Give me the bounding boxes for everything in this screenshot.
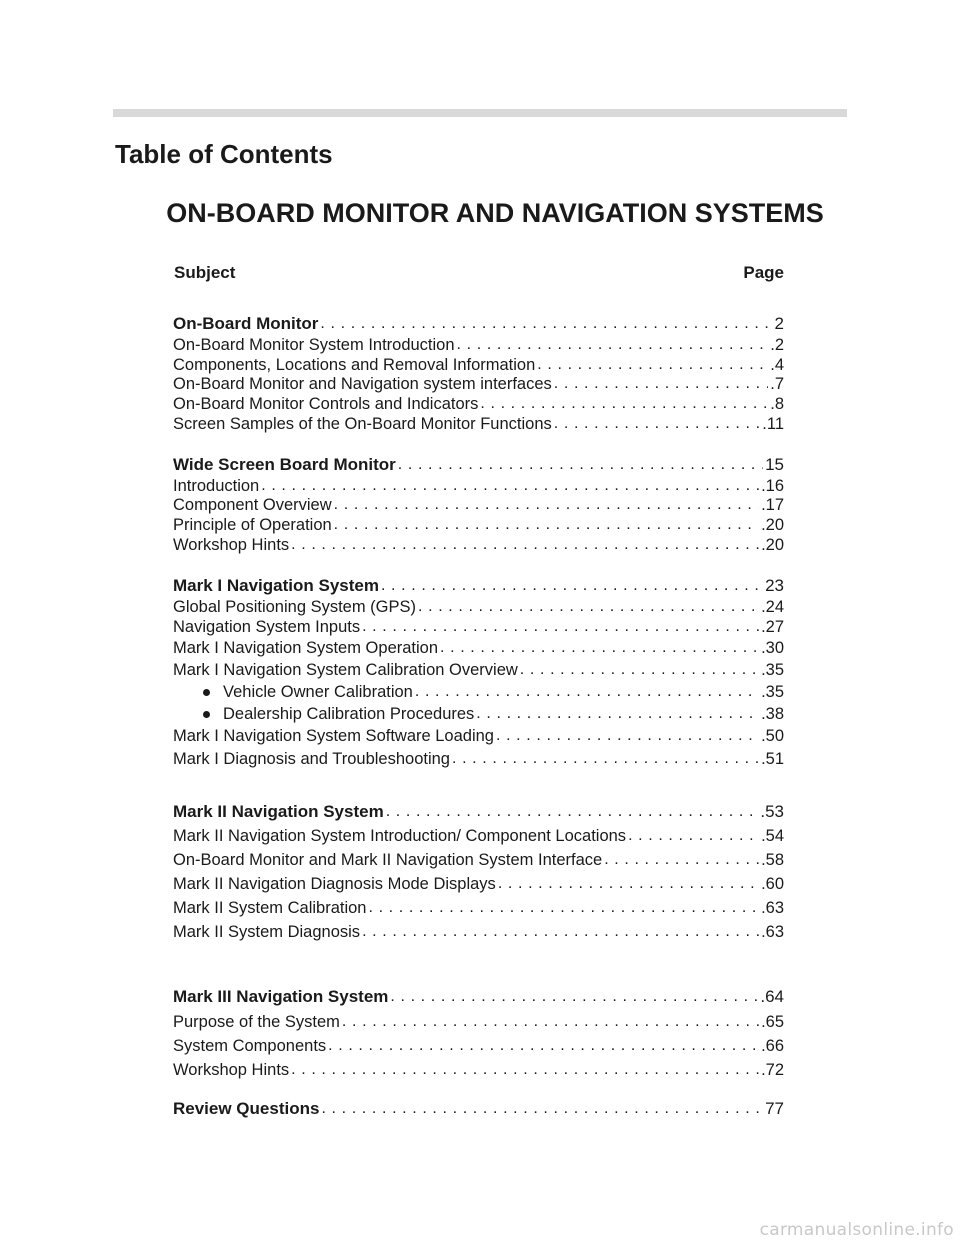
dot-leader bbox=[386, 802, 759, 822]
toc-item-row bbox=[173, 636, 784, 658]
toc-entry-page: .20 bbox=[761, 536, 784, 554]
toc-entry-page: .16 bbox=[761, 477, 784, 495]
dot-leader bbox=[452, 749, 759, 769]
dot-leader bbox=[498, 874, 759, 894]
toc-section-row bbox=[173, 800, 784, 822]
toc-entry-page: .66 bbox=[761, 1037, 784, 1055]
toc-entry-page: .20 bbox=[761, 516, 784, 534]
toc-item-row bbox=[173, 513, 784, 535]
dot-leader bbox=[480, 394, 768, 414]
dot-leader bbox=[390, 987, 758, 1007]
toc-item-row bbox=[173, 724, 784, 746]
toc-entry-title: Workshop Hints bbox=[173, 536, 290, 554]
toc-entry-title: Review Questions bbox=[173, 1099, 320, 1118]
dot-leader bbox=[362, 922, 759, 942]
toc-bullet-row bbox=[173, 702, 784, 724]
subject-column-header: Subject bbox=[174, 263, 236, 282]
toc-entry-page: .27 bbox=[761, 618, 784, 636]
toc-entry-title: Mark II System Diagnosis bbox=[173, 923, 361, 941]
toc-entry-page: 15 bbox=[765, 455, 784, 474]
toc-entry-title: Mark II Navigation Diagnosis Mode Displays bbox=[173, 875, 496, 893]
dot-leader bbox=[554, 374, 768, 394]
toc-entry-title: Vehicle Owner Calibration bbox=[223, 683, 413, 701]
toc-entry-title: Mark I Navigation System Software Loading bbox=[173, 727, 494, 745]
dot-leader bbox=[398, 455, 763, 475]
toc-entry-title: Mark II System Calibration bbox=[173, 899, 367, 917]
bullet-icon bbox=[203, 689, 210, 696]
dot-leader bbox=[628, 826, 759, 846]
toc-entry-page: .63 bbox=[761, 923, 784, 941]
toc-entry-title: Wide Screen Board Monitor bbox=[173, 455, 396, 474]
dot-leader bbox=[554, 414, 761, 434]
dot-leader bbox=[415, 682, 759, 702]
watermark-text: carmanualsonline.info bbox=[759, 1220, 954, 1240]
dot-leader bbox=[368, 898, 759, 918]
toc-entry-page: .8 bbox=[770, 395, 784, 413]
page-column-header: Page bbox=[743, 263, 784, 282]
dot-leader bbox=[457, 335, 769, 355]
dot-leader bbox=[321, 1099, 763, 1119]
toc-entry-title: On-Board Monitor bbox=[173, 314, 319, 333]
toc-entry-title: Navigation System Inputs bbox=[173, 618, 361, 636]
toc-entry-page: 2 bbox=[774, 314, 784, 333]
toc-entry-page: .2 bbox=[770, 336, 784, 354]
toc-entry-page: .11 bbox=[762, 415, 784, 433]
toc-entry-page: 77 bbox=[765, 1099, 784, 1118]
toc-entry-title: On-Board Monitor and Navigation system interfaces bbox=[173, 375, 552, 393]
dot-leader bbox=[476, 704, 759, 724]
toc-entry-title: Dealership Calibration Procedures bbox=[223, 705, 475, 723]
toc-entry-title: Mark I Navigation System Operation bbox=[173, 639, 439, 657]
bullet-icon bbox=[203, 711, 210, 718]
dot-leader bbox=[291, 535, 759, 555]
toc-entry-title: Mark I Navigation System Calibration Overview bbox=[173, 661, 518, 679]
toc-item-row bbox=[173, 533, 784, 555]
toc-entry-page: .58 bbox=[761, 851, 784, 869]
toc-entry-title: Mark I Navigation System bbox=[173, 576, 379, 595]
toc-section-row bbox=[173, 453, 784, 475]
toc-item-row bbox=[173, 412, 784, 434]
toc-entry-page: 23 bbox=[765, 576, 784, 595]
toc-item-row bbox=[173, 872, 784, 894]
toc-entry-title: Components, Locations and Removal Information bbox=[173, 356, 536, 374]
toc-item-row bbox=[173, 595, 784, 617]
document-title: ON-BOARD MONITOR AND NAVIGATION SYSTEMS bbox=[166, 198, 824, 228]
toc-entry-page: .53 bbox=[760, 802, 784, 821]
toc-entry-title: On-Board Monitor System Introduction bbox=[173, 336, 455, 354]
dot-leader bbox=[381, 576, 763, 596]
toc-entry-page: .72 bbox=[761, 1061, 784, 1079]
toc-entry-title: Mark III Navigation System bbox=[173, 987, 389, 1006]
dot-leader bbox=[334, 515, 759, 535]
toc-entry-page: .63 bbox=[761, 899, 784, 917]
dot-leader bbox=[520, 660, 759, 680]
toc-entry-page: .35 bbox=[761, 661, 784, 679]
dot-leader bbox=[334, 495, 759, 515]
toc-entry-page: .51 bbox=[761, 750, 784, 768]
dot-leader bbox=[604, 850, 759, 870]
toc-entry-title: Introduction bbox=[173, 477, 260, 495]
toc-entry-title: Purpose of the System bbox=[173, 1013, 340, 1031]
toc-entry-title: Mark II Navigation System Introduction/ Component Locations bbox=[173, 827, 627, 845]
toc-entry-page: .7 bbox=[770, 375, 784, 393]
toc-item-row bbox=[173, 615, 784, 637]
toc-entry-title: Component Overview bbox=[173, 496, 332, 514]
top-divider-bar bbox=[113, 109, 847, 117]
toc-item-row bbox=[173, 747, 784, 769]
dot-leader bbox=[291, 1060, 759, 1080]
toc-item-row bbox=[173, 1010, 784, 1032]
dot-leader bbox=[496, 726, 759, 746]
toc-entry-page: .35 bbox=[761, 683, 784, 701]
toc-item-row bbox=[173, 333, 784, 355]
toc-entry-page: .50 bbox=[761, 727, 784, 745]
toc-entry-title: Workshop Hints bbox=[173, 1061, 290, 1079]
toc-entry-title: On-Board Monitor Controls and Indicators bbox=[173, 395, 479, 413]
toc-item-row bbox=[173, 658, 784, 680]
toc-entry-title: Mark II Navigation System bbox=[173, 802, 384, 821]
toc-item-row bbox=[173, 392, 784, 414]
toc-item-row bbox=[173, 824, 784, 846]
toc-bullet-row bbox=[173, 680, 784, 702]
toc-entry-page: .60 bbox=[761, 875, 784, 893]
toc-section-row bbox=[173, 312, 784, 334]
toc-entry-title: Principle of Operation bbox=[173, 516, 332, 534]
dot-leader bbox=[342, 1012, 759, 1032]
toc-item-row bbox=[173, 1034, 784, 1056]
dot-leader bbox=[440, 638, 759, 658]
toc-entry-page: .54 bbox=[761, 827, 784, 845]
toc-entry-page: .64 bbox=[760, 987, 784, 1006]
toc-entry-page: .4 bbox=[770, 356, 784, 374]
toc-item-row bbox=[173, 920, 784, 942]
toc-item-row bbox=[173, 1058, 784, 1080]
toc-item-row bbox=[173, 493, 784, 515]
toc-entry-page: .30 bbox=[761, 639, 784, 657]
dot-leader bbox=[418, 597, 759, 617]
dot-leader bbox=[320, 314, 772, 334]
toc-item-row bbox=[173, 848, 784, 870]
dot-leader bbox=[362, 617, 759, 637]
toc-entry-page: .38 bbox=[761, 705, 784, 723]
toc-section-row bbox=[173, 1097, 784, 1119]
toc-section-row bbox=[173, 574, 784, 596]
toc-entry-title: System Components bbox=[173, 1037, 327, 1055]
toc-entry-title: Global Positioning System (GPS) bbox=[173, 598, 417, 616]
toc-entry-title: Mark I Diagnosis and Troubleshooting bbox=[173, 750, 450, 768]
toc-entry-page: .17 bbox=[761, 496, 784, 514]
toc-item-row bbox=[173, 896, 784, 918]
toc-heading: Table of Contents bbox=[115, 139, 333, 169]
toc-section-row bbox=[173, 985, 784, 1007]
toc-entry-title: Screen Samples of the On-Board Monitor Functions bbox=[173, 415, 552, 433]
toc-entry-title: On-Board Monitor and Mark II Navigation System Interface bbox=[173, 851, 603, 869]
dot-leader bbox=[328, 1036, 759, 1056]
toc-entry-page: .65 bbox=[761, 1013, 784, 1031]
toc-entry-page: .24 bbox=[761, 598, 784, 616]
toc-item-row bbox=[173, 372, 784, 394]
